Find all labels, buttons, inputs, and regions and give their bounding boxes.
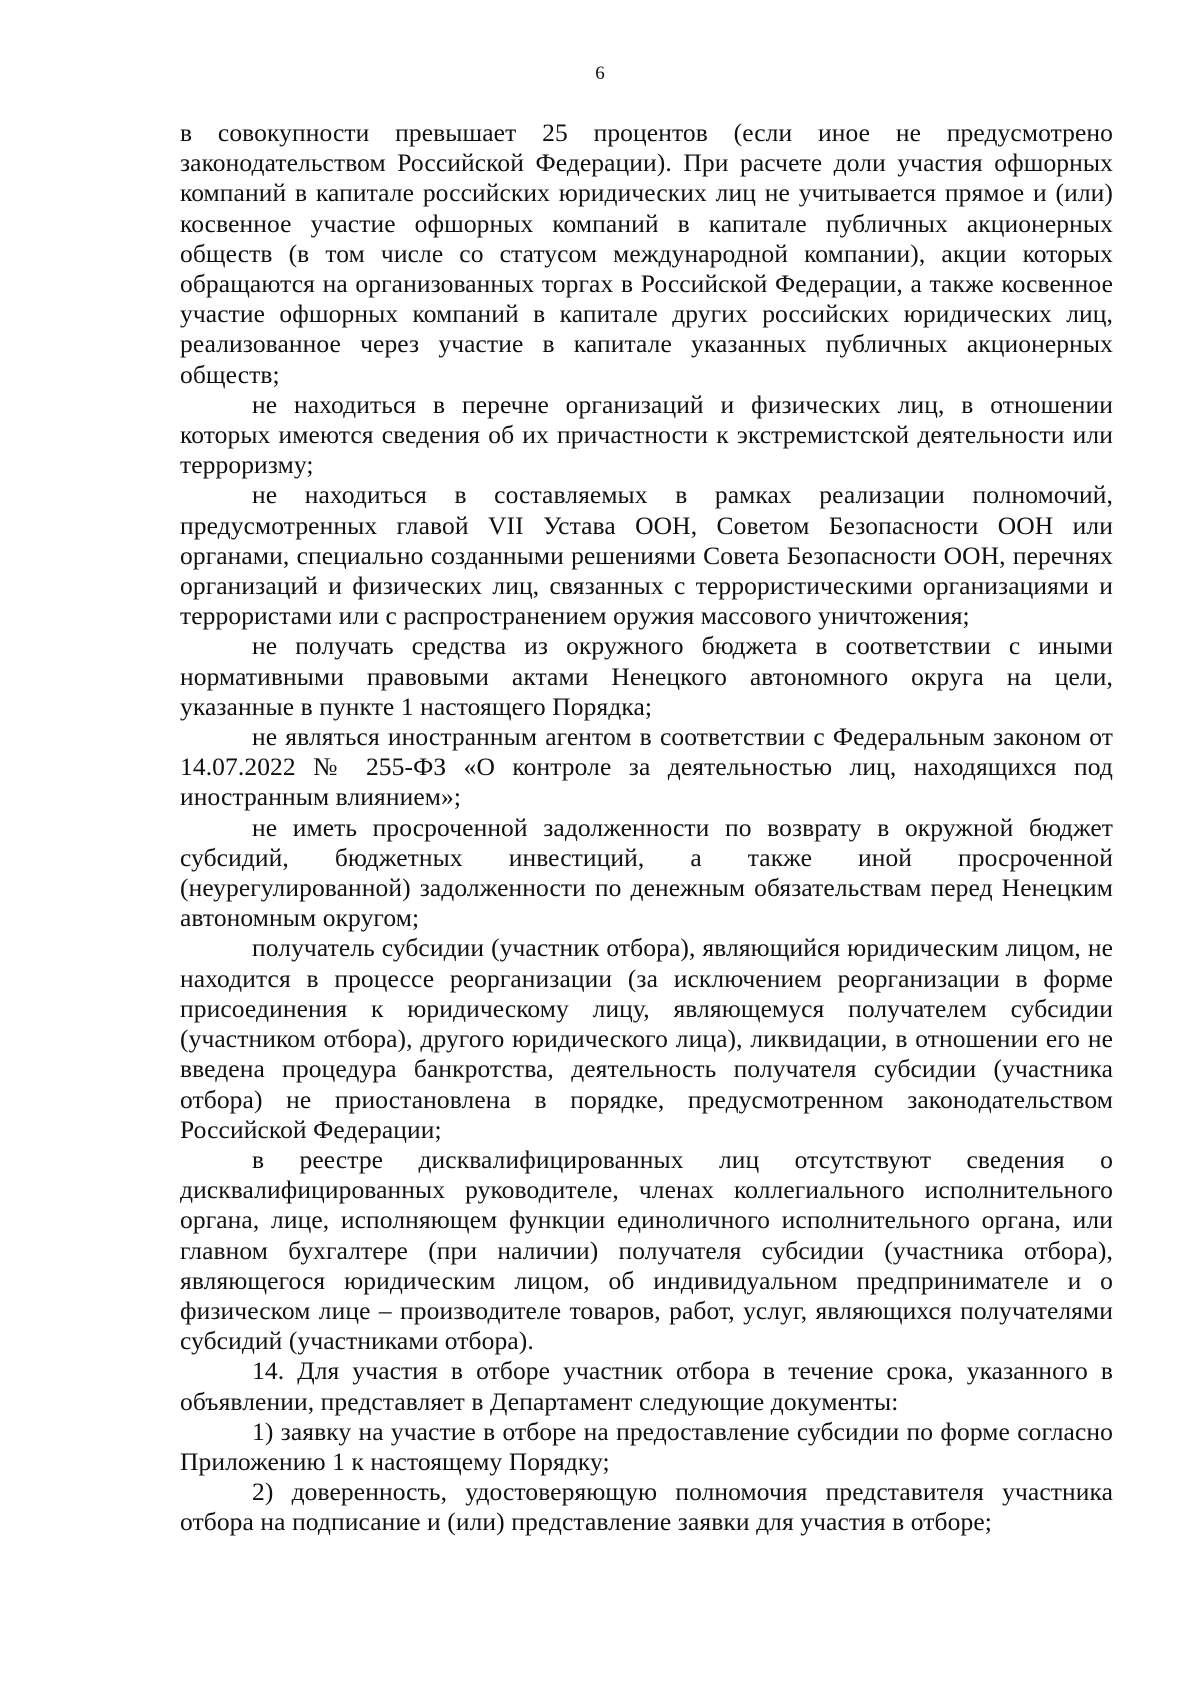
paragraph-offshore-participation: в совокупности превышает 25 процентов (если иное не предусмотрено законодательством Российской Федерации). При расчете доли участия офшорных компаний в капитале российских юридических лиц не учитывается прямое и (или) косвенное участие офшорных компаний в капитале публичных акционерных обществ (в том числе со статусом международной компании), акции которых обращаются на организованных торгах в Российской Федерации, а также косвенное участие офшорных компаний в капитале других российских юридических лиц, реализованное через участие в капитале указанных публичных акционерных обществ; [180, 118, 1113, 389]
paragraph-subitem-2: 2) доверенность, удостоверяющую полномочия представителя участника отбора на подписание и (или) представление заявки для участия в отборе; [180, 1477, 1113, 1537]
paragraph-budget-funds: не получать средства из окружного бюджета в соответствии с иными нормативными правовыми актами Ненецкого автономного округа на цели, указанные в пункте 1 настоящего Порядка; [180, 631, 1113, 721]
paragraph-overdue-debt: не иметь просроченной задолженности по возврату в окружной бюджет субсидий, бюджетных инвестиций, а также иной просроченной (неурегулированной) задолженности по денежным обязательствам перед Ненецким автономным округом; [180, 812, 1113, 933]
paragraph-item-14: 14. Для участия в отборе участник отбора в течение срока, указанного в объявлении, представляет в Департамент следующие документы: [180, 1356, 1113, 1416]
paragraph-extremism-list: не находиться в перечне организаций и физических лиц, в отношении которых имеются сведения об их причастности к экстремистской деятельности или терроризму; [180, 389, 1113, 480]
paragraph-foreign-agent: не являться иностранным агентом в соответствии с Федеральным законом от 14.07.2022 № 255-ФЗ «О контроле за деятельностью лиц, находящихся под иностранным влиянием»; [180, 722, 1113, 812]
paragraph-un-sanctions-list: не находиться в составляемых в рамках реализации полномочий, предусмотренных главой VII Устава ООН, Советом Безопасности ООН или органами, специально созданными решениями Совета Безопасности ООН, перечнях организаций и физических лиц, связанных с террористическими организациями и террористами или с распространением оружия массового уничтожения; [180, 480, 1113, 631]
page-number: 6 [595, 63, 605, 84]
paragraph-subitem-1: 1) заявку на участие в отборе на предоставление субсидии по форме согласно Приложению 1 к настоящему Порядку; [180, 1416, 1113, 1476]
paragraph-reorganization: получатель субсидии (участник отбора), являющийся юридическим лицом, не находится в процессе реорганизации (за исключением реорганизации в форме присоединения к юридическому лицу, являющемуся получателем субсидии (участником отбора), другого юридического лица), ликвидации, в отношении его не введена процедура банкротства, деятельность получателя субсидии (участника отбора) не приостановлена в порядке, предусмотренном законодательством Российской Федерации; [180, 933, 1113, 1144]
paragraph-disqualified-persons: в реестре дисквалифицированных лиц отсутствуют сведения о дисквалифицированных руководителе, членах коллегиального исполнительного органа, лице, исполняющем функции единоличного исполнительного органа, или главном бухгалтере (при наличии) получателя субсидии (участника отбора), являющегося юридическим лицом, об индивидуальном предпринимателе и о физическом лице – производителе товаров, работ, услуг, являющихся получателями субсидий (участниками отбора). [180, 1144, 1113, 1356]
document-body [180, 118, 1113, 1538]
